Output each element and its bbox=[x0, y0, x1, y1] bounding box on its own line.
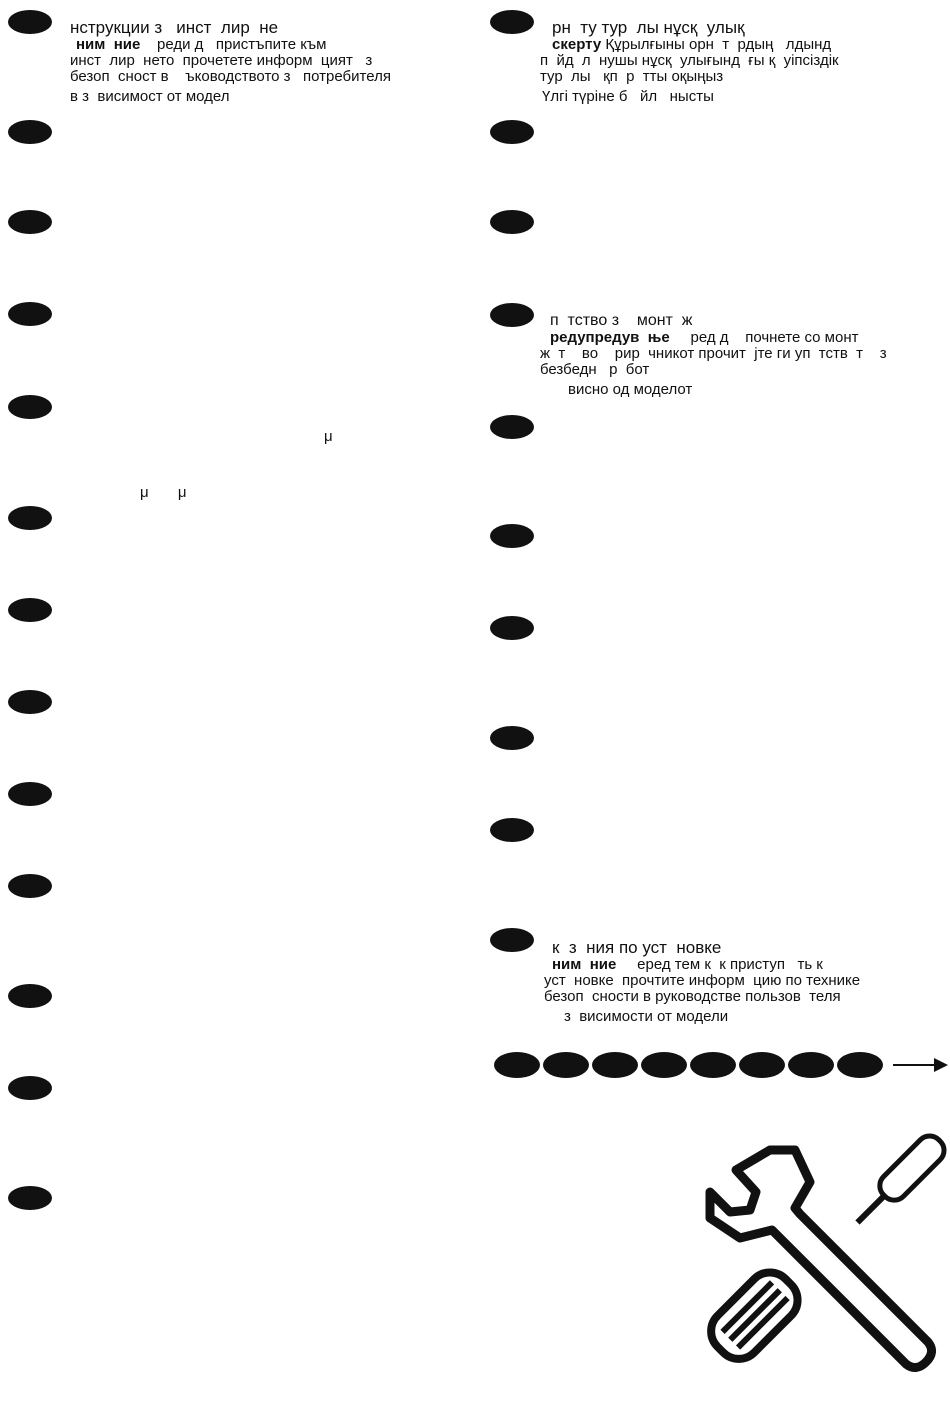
warning-text: ред д почнете со монт bbox=[669, 329, 859, 346]
instruction-block-kk bbox=[540, 18, 839, 107]
language-marker-icon bbox=[490, 928, 534, 952]
warning-label: скерту bbox=[552, 36, 602, 53]
warning-line: уст новке прочтите информ цию по технике bbox=[544, 972, 861, 989]
language-marker-icon bbox=[8, 120, 52, 144]
language-marker-icon bbox=[490, 616, 534, 640]
language-marker-icon bbox=[490, 120, 534, 144]
arrow-head-icon bbox=[934, 1058, 948, 1072]
language-marker-icon bbox=[8, 395, 52, 419]
model-note: з висимости от модели bbox=[564, 1008, 729, 1025]
language-chip-icon bbox=[543, 1052, 589, 1078]
language-marker-icon bbox=[8, 302, 52, 326]
language-marker-icon bbox=[8, 10, 52, 34]
language-marker-icon bbox=[490, 524, 534, 548]
language-marker-icon bbox=[490, 10, 534, 34]
warning-line: инст лир нето прочетете информ цият з bbox=[70, 52, 373, 69]
language-marker-icon bbox=[8, 984, 52, 1008]
warning-label: ним ние bbox=[76, 36, 141, 53]
block-title: п тство з монт ж bbox=[550, 312, 693, 329]
warning-text: еред тем к к приступ ть к bbox=[616, 956, 823, 973]
language-chip-icon bbox=[690, 1052, 736, 1078]
mu-symbol-pair: μ μ bbox=[140, 484, 187, 501]
language-chip-row bbox=[494, 1052, 950, 1078]
language-marker-icon bbox=[8, 598, 52, 622]
mu-symbol: μ bbox=[324, 428, 333, 445]
warning-text: реди д пристъпите към bbox=[140, 36, 327, 53]
wrench-screwdriver-icon bbox=[690, 1130, 950, 1375]
warning-line bbox=[552, 957, 860, 973]
language-marker-icon bbox=[490, 210, 534, 234]
warning-line: ж т во рир чникот прочит јте ги уп тств т з bbox=[540, 345, 887, 362]
language-chip-icon bbox=[641, 1052, 687, 1078]
language-marker-icon bbox=[8, 1186, 52, 1210]
warning-line: безоп сност в ъководството з потребителя bbox=[70, 68, 391, 85]
language-marker-icon bbox=[490, 415, 534, 439]
warning-line: безоп сности в руководстве пользов теля bbox=[544, 988, 841, 1005]
instruction-block-ru bbox=[544, 938, 861, 1027]
language-chip-icon bbox=[592, 1052, 638, 1078]
block-title: рн ту тур лы нұсқ улық bbox=[552, 18, 745, 37]
language-chip-icon bbox=[494, 1052, 540, 1078]
language-marker-icon bbox=[490, 303, 534, 327]
warning-text: Құрылғыны орн т рдың лдынд bbox=[601, 36, 832, 53]
language-chip-icon bbox=[837, 1052, 883, 1078]
block-title: к з ния по уст новке bbox=[552, 938, 722, 957]
warning-line bbox=[552, 37, 839, 53]
language-marker-icon bbox=[8, 782, 52, 806]
language-chip-icon bbox=[788, 1052, 834, 1078]
language-marker-icon bbox=[8, 210, 52, 234]
warning-line: п йд л нушы нұсқ улығынд ғы қ уіпсіздік bbox=[540, 52, 839, 69]
arrow-right-icon bbox=[893, 1064, 937, 1066]
model-note: висно од моделот bbox=[568, 381, 693, 398]
model-note: в з висимост от модел bbox=[70, 88, 230, 105]
instruction-block-bg bbox=[70, 18, 391, 107]
language-marker-icon bbox=[490, 726, 534, 750]
warning-line bbox=[70, 37, 391, 53]
language-marker-icon bbox=[8, 690, 52, 714]
block-title: нструкции з инст лир не bbox=[70, 18, 279, 37]
warning-line: тур лы қп р тты оқыңыз bbox=[540, 68, 724, 85]
language-marker-icon bbox=[8, 506, 52, 530]
language-marker-icon bbox=[490, 818, 534, 842]
language-marker-icon bbox=[8, 1076, 52, 1100]
model-note: Үлгі түріне б йл нысты bbox=[542, 88, 714, 105]
warning-label: ним ние bbox=[552, 956, 617, 973]
language-chip-icon bbox=[739, 1052, 785, 1078]
warning-line bbox=[550, 330, 887, 346]
warning-label: редупредув ње bbox=[550, 329, 670, 346]
warning-line: безбедн р бот bbox=[540, 361, 650, 378]
language-marker-icon bbox=[8, 874, 52, 898]
instruction-block-mk bbox=[540, 312, 887, 400]
